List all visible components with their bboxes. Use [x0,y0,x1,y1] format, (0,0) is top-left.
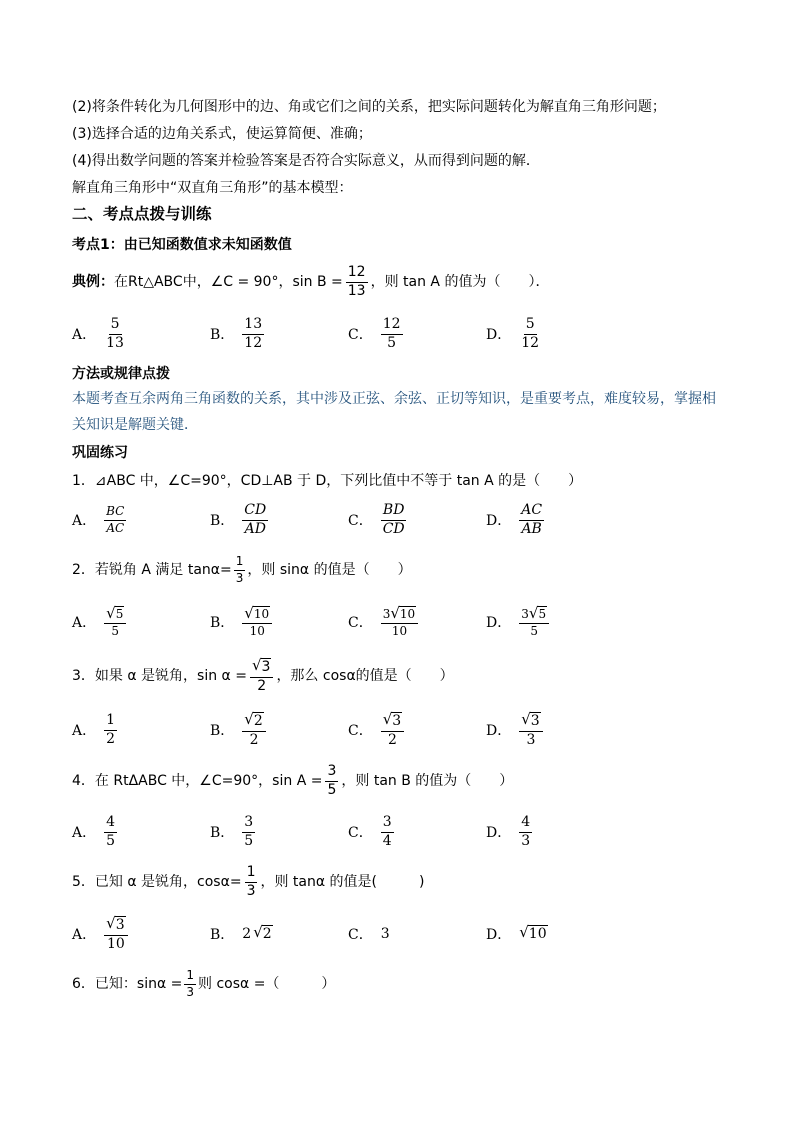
q4-option-c[interactable]: C． $\frac{3}{4}$ [348,814,392,849]
example-option-a[interactable]: A． $\frac{5}{13}$ [72,316,124,351]
q4-option-a[interactable]: A． $\frac{4}{5}$ [72,814,116,849]
intro-step-4: (4)得出数学问题的答案并检验答案是否符合实际意义，从而得到问题的解． [72,153,540,169]
q4-option-d[interactable]: D． $\frac{4}{3}$ [486,814,531,849]
q4-option-b[interactable]: B． $\frac{3}{5}$ [210,814,254,849]
intro-step-2: (2)将条件转化为几何图形中的边、角或它们之间的关系，把实际问题转化为解直角三角形问题； [72,99,666,115]
question-4-options [72,810,732,854]
example-question [72,262,549,302]
question-2: 2．若锐角 A 满足 tanα= $\frac{1}{3}$ ，则 sinα 的值是（ ） [72,554,412,585]
q1-option-b[interactable]: B． $\frac{CD}{AD}$ [210,502,267,537]
method-text-2: 关知识是解题关键． [72,417,198,433]
example-frac-den: 13 [347,282,366,299]
q1-option-a[interactable]: A． $\frac{BC}{AC}$ [72,504,125,535]
question-6: 6．已知：sinα = $\frac{1}{3}$ 则 cosα =（ ） [72,968,336,999]
q5-option-c[interactable]: C． 3 [348,926,390,943]
practice-title: 巩固练习 [72,445,128,461]
q2-option-c[interactable]: C． 3 √ 10 10 [348,600,418,644]
example-label: 典例： [72,274,114,290]
section-title: 二、考点点拨与训练 [72,205,212,223]
q2-option-b[interactable]: B． √ 10 10 [210,600,272,644]
q2-option-d[interactable]: D． 3 √ 5 5 [486,600,549,644]
intro-model: 解直角三角形中“双直角三角形”的基本模型： [72,180,353,196]
example-frac-num: 12 [346,265,368,282]
example-post: ，则 tan A 的值为（ ）． [370,274,550,290]
question-1: 1．⊿ABC 中，∠C=90°，CD⊥AB 于 D，下列比值中不等于 tan A 的是（ ） [72,473,583,489]
q3-option-d[interactable]: D． √ 3 3 [486,708,543,752]
method-title: 方法或规律点拨 [72,366,170,382]
question-2-options [72,600,732,644]
q5-option-b[interactable]: B． 2 √ 2 [210,923,272,943]
question-1-options [72,498,732,542]
example-option-b[interactable]: B． $\frac{13}{12}$ [210,316,263,351]
q1-option-d[interactable]: D． $\frac{AC}{AB}$ [486,502,543,537]
q5-option-d[interactable]: D． √ 10 [486,923,547,943]
q1-option-c[interactable]: C． $\frac{BD}{CD}$ [348,502,405,537]
example-option-d[interactable]: D． $\frac{5}{12}$ [486,316,540,351]
q2-option-a[interactable]: A． √ 5 5 [72,600,126,644]
question-3-options [72,708,732,752]
q3-option-c[interactable]: C． √ 3 2 [348,708,404,752]
q5-option-a[interactable]: A． √ 3 10 [72,912,128,956]
example-option-c[interactable]: C． $\frac{12}{5}$ [348,316,401,351]
example-options [72,312,732,356]
q3-option-b[interactable]: B． √ 2 2 [210,708,266,752]
question-3: 3．如果 α 是锐角，sin α = √ 3 2 ，那么 cosα的值是（ ） [72,655,454,694]
method-text-1: 本题考查互余两角三角函数的关系，其中涉及正弦、余弦、正切等知识，是重要考点，难度较易，掌握相 [72,391,716,407]
example-pre: 在Rt△ABC中，∠C = 90°，sin B = [114,274,343,290]
question-4: 4．在 RtΔABC 中，∠C=90°，sin A = $\frac{3}{5}$ ，则 tan B 的值为（ ） [72,763,514,798]
q3-option-a[interactable]: A． $\frac{1}{2}$ [72,712,116,747]
intro-step-3: (3)选择合适的边角关系式，使运算简便、准确； [72,126,372,142]
question-5: 5．已知 α 是锐角，cosα= $\frac{1}{3}$ ，则 tanα 的值是( ) [72,864,425,899]
example-fraction [346,265,368,299]
question-5-options [72,912,732,956]
keypoint-1-title: 考点1：由已知函数值求未知函数值 [72,237,292,253]
